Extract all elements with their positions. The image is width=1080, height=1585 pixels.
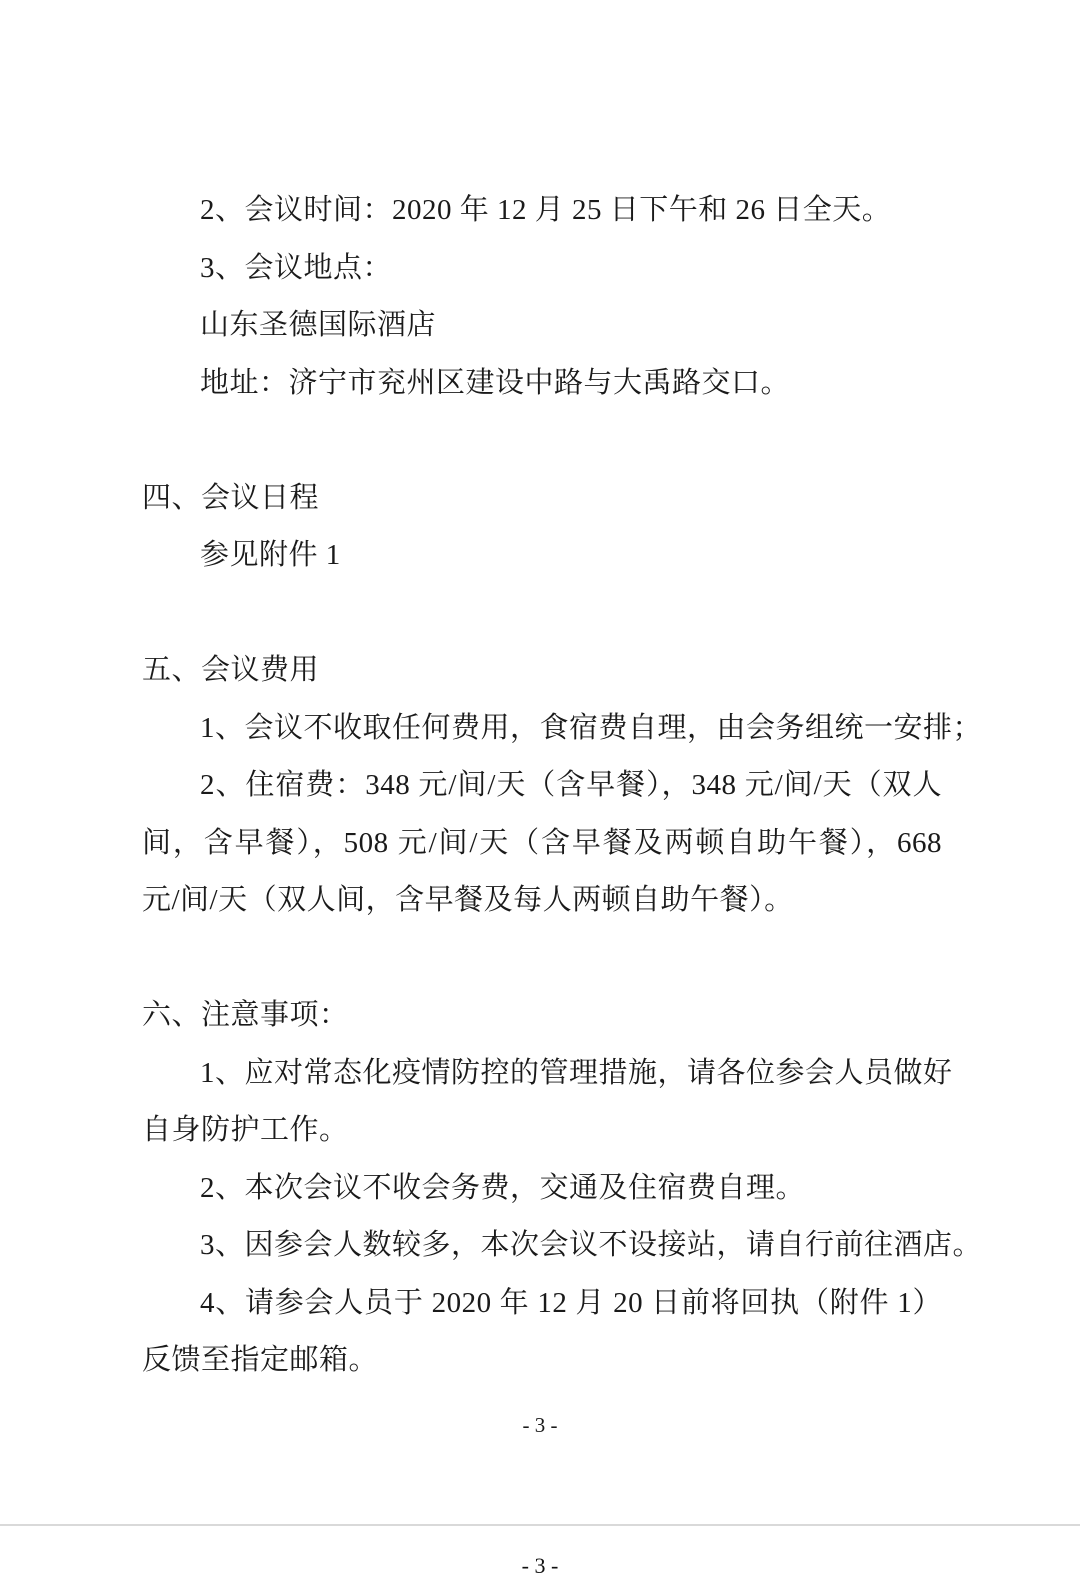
line-note-3: 3、因参会人数较多，本次会议不设接站，请自行前往酒店。 bbox=[200, 1229, 983, 1261]
inline-page-number: - 3 - bbox=[522, 1413, 558, 1437]
line-fee-item-1: 1、会议不收取任何费用，食宿费自理，由会务组统一安排； bbox=[200, 711, 983, 744]
heading-section-4: 四、会议日程 bbox=[142, 481, 320, 514]
line-hotel-name: 山东圣德国际酒店 bbox=[200, 309, 437, 341]
line-note-1b: 自身防护工作。 bbox=[142, 1114, 349, 1146]
line-meeting-time: 2、会议时间：2020 年 12 月 25 日下午和 26 日全天。 bbox=[200, 194, 892, 226]
line-hotel-address: 地址：济宁市兖州区建设中路与大禹路交口。 bbox=[200, 366, 791, 399]
line-note-2: 2、本次会议不收会务费，交通及住宿费自理。 bbox=[200, 1171, 806, 1204]
page-boundary-divider bbox=[0, 1524, 1080, 1526]
heading-section-5: 五、会议费用 bbox=[142, 654, 320, 686]
line-note-4b: 反馈至指定邮箱。 bbox=[142, 1344, 379, 1376]
document-body bbox=[142, 182, 983, 1390]
footer-page-number: - 3 - bbox=[521, 1553, 559, 1578]
line-meeting-location: 3、会议地点： bbox=[200, 251, 393, 284]
line-agenda-reference: 参见附件 1 bbox=[200, 539, 341, 571]
line-fee-item-2b: 间，含早餐），508 元/间/天（含早餐及两顿自助午餐），668 bbox=[142, 826, 942, 859]
line-note-4a: 4、请参会人员于 2020 年 12 月 20 日前将回执（附件 1） bbox=[200, 1286, 942, 1319]
line-fee-item-2c: 元/间/天（双人间，含早餐及每人两顿自助午餐）。 bbox=[142, 884, 794, 916]
line-note-1a: 1、应对常态化疫情防控的管理措施，请各位参会人员做好 bbox=[200, 1056, 953, 1089]
line-fee-item-2a: 2、住宿费：348 元/间/天（含早餐），348 元/间/天（双人 bbox=[200, 769, 942, 801]
heading-section-6: 六、注意事项： bbox=[142, 999, 349, 1031]
